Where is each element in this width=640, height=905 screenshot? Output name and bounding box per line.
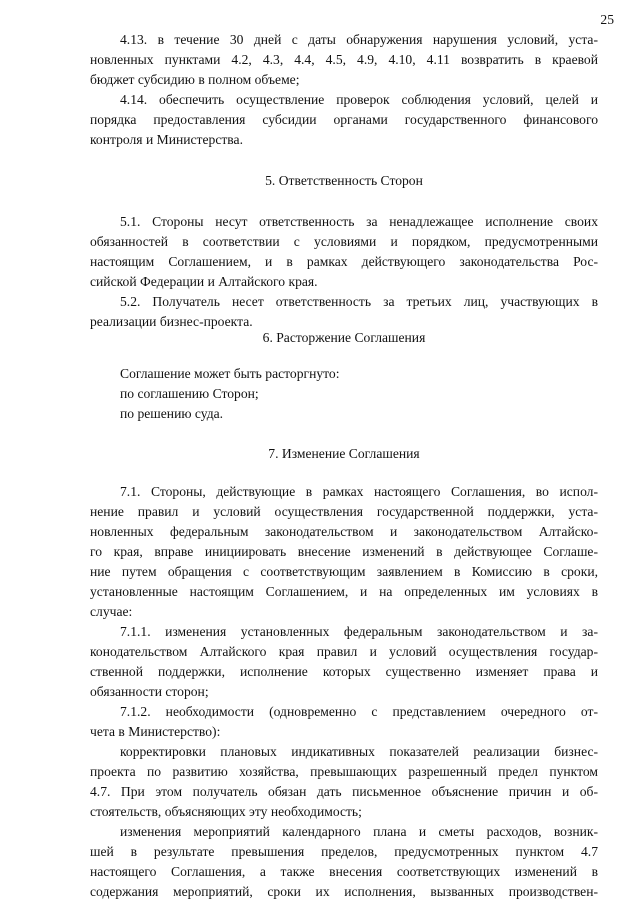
paragraph-corrections-line: 4.7. При этом получатель обязан дать письменное объяснение причин и об- (90, 784, 598, 799)
paragraph-5-1-line: 5.1. Стороны несут ответственность за ненадлежащее исполнение своих (120, 214, 598, 229)
paragraph-7-1-line: новленных федеральным законодательством и законодательством Алтайско- (90, 524, 598, 539)
paragraph-5-2-line: реализации бизнес-проекта. (90, 314, 253, 329)
paragraph-4-14-line: порядка предоставления субсидии органами государственного финансового (90, 112, 598, 127)
paragraph-5-2-line: 5.2. Получатель несет ответственность за третьих лиц, участвующих в (120, 294, 598, 309)
paragraph-4-13-line: 4.13. в течение 30 дней с даты обнаружения нарушения условий, уста- (120, 32, 598, 47)
paragraph-4-14-line: контроля и Министерства. (90, 132, 243, 147)
termination-item: по решению суда. (120, 406, 224, 421)
paragraph-7-1-1-line: ственной поддержки, исполнение которых существенно изменяет права и (90, 664, 598, 679)
paragraph-5-1-line: настоящим Соглашением, и в рамках действующего законодательства Рос- (90, 254, 598, 269)
paragraph-4-13-line: бюджет субсидию в полном объеме; (90, 72, 300, 87)
paragraph-5-1-line: сийской Федерации и Алтайского края. (90, 274, 318, 289)
termination-item: по соглашению Сторон; (120, 386, 259, 401)
paragraph-7-1-line: 7.1. Стороны, действующие в рамках настоящего Соглашения, во испол- (120, 484, 598, 499)
paragraph-7-1-line: нение правил и условий осуществления государственной поддержки, уста- (90, 504, 598, 519)
paragraph-corrections-line: корректировки плановых индикативных показателей реализации бизнес- (120, 744, 598, 759)
paragraph-changes-line: содержания мероприятий, сроки их исполнения, вызванных производствен- (90, 884, 598, 899)
paragraph-7-1-line: установленные настоящим Соглашением, и на определенных им условиях в (90, 584, 598, 599)
section-heading-7: 7. Изменение Соглашения (268, 446, 420, 461)
paragraph-7-1-line: ние путем обращения с соответствующим заявлением в Комиссию в сроки, (90, 564, 598, 579)
page-number: 25 (600, 12, 614, 27)
paragraph-7-1-2-line: чета в Министерство): (90, 724, 221, 739)
section-heading-6: 6. Расторжение Соглашения (262, 330, 426, 345)
paragraph-corrections-line: стоятельств, объясняющих эту необходимость; (90, 804, 362, 819)
paragraph-4-13-line: новленных пунктами 4.2, 4.3, 4.4, 4.5, 4.9, 4.10, 4.11 возвратить в краевой (90, 52, 598, 67)
paragraph-changes-line: настоящего Соглашения, а также внесения соответствующих изменений в (90, 864, 598, 879)
section-heading-5: 5. Ответственность Сторон (265, 173, 423, 188)
paragraph-4-14-line: 4.14. обеспечить осуществление проверок соблюдения условий, целей и (120, 92, 598, 107)
paragraph-7-1-2-line: 7.1.2. необходимости (одновременно с представлением очередного от- (120, 704, 598, 719)
paragraph-7-1-line: го края, вправе инициировать внесение изменений в действующее Соглаше- (90, 544, 598, 559)
paragraph-changes-line: изменения мероприятий календарного плана и сметы расходов, возник- (120, 824, 598, 839)
paragraph-5-1-line: обязанностей в соответствии с условиями и порядком, предусмотренными (90, 234, 598, 249)
termination-intro: Соглашение может быть расторгнуто: (120, 366, 340, 381)
paragraph-7-1-1-line: 7.1.1. изменения установленных федеральным законодательством и за- (120, 624, 598, 639)
paragraph-corrections-line: проекта по развитию хозяйства, превышающих разрешенный предел пунктом (90, 764, 598, 779)
paragraph-changes-line: шей в результате превышения пределов, предусмотренных пунктом 4.7 (90, 844, 598, 859)
paragraph-7-1-line: случае: (90, 604, 133, 619)
paragraph-7-1-1-line: конодательством Алтайского края правил и условий осуществления государ- (90, 644, 598, 659)
paragraph-7-1-1-line: обязанности сторон; (90, 684, 209, 699)
